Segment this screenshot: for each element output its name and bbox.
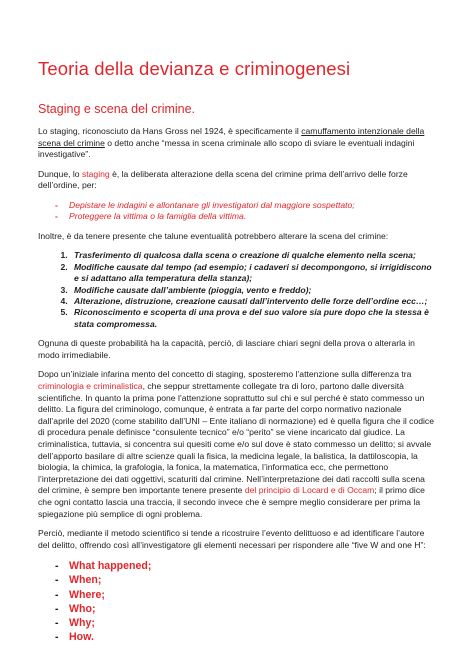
purpose-list (38, 200, 436, 223)
text-run: Dopo un’iniziale infarina mento del concetto di staging, sposteremo l’attenzione sulla differenza tra (38, 369, 412, 380)
list-item: - What happened; (55, 559, 436, 573)
paragraph-criminology (38, 369, 436, 520)
list-item: - How. (55, 630, 436, 644)
list-item: - Where; (55, 588, 436, 602)
text-run: è, la deliberata alterazione della scena del crimine prima dell’arrivo delle forze dell’ordine, per: (38, 168, 408, 191)
list-item: - Why; (55, 616, 436, 630)
paragraph-staging-purpose (38, 169, 436, 192)
list-item (55, 211, 436, 222)
list-item-text: Proteggere la vittima o la famiglia della vittima. (69, 211, 247, 222)
list-item: 3. Modifiche causate dall’ambiente (pioggia, vento e freddo); (70, 285, 436, 296)
text-run: , che seppur strettamente collegate tra di loro, partono dalle diversità scientifiche. In quanto la prima pone l’attenzione soprattutto sul chi e sul perché è stato commesso un delitto. La figura del criminologo, comunque, è entrata a far parte del corpo normativo nazionale dall’aprile del 2020 (come stabilito dall’UNI – Ente italiano di normazione) ed è quella figura che il codice di procedura penale definisce “consulente tecnico” e/o “perito” se viene incaricato dal giudice. La criminalistica, tuttavia, si concentra sui quesiti come e/o sul dove è stato commesso un delitto; si avvale dell’apporto basilare di altre scienze quali la fisica, la medicina legale, la balistica, la dattiloscopia, la biologia, la chimica, la grafologia, la fonica, la matematica, l’informatica ecc, che permettono l’interpretazione dei dati oggettivi, scaturiti dal crimine. Nell’interpretazione dei dati raccolti sulla scena del crimine, è sempre ben importante tenere presente (38, 381, 435, 496)
text-run: Dunque, lo (38, 168, 82, 179)
list-item: - When; (55, 573, 436, 587)
list-item: 5. Riconoscimento e scoperta di una prova e del suo valore sia pure dopo che la stessa è stata compromessa. (70, 307, 436, 330)
highlighted-term: criminologia e criminalistica (38, 381, 143, 391)
paragraph-alterations-intro: Inoltre, è da tenere presente che talune eventualità potrebbero alterare la scena del crimine: (38, 230, 389, 241)
list-item: 1. Trasferimento di qualcosa dalla scena o creazione di qualche elemento nella scena; (70, 250, 436, 261)
highlighted-term: staging (81, 168, 110, 179)
document-title: Teoria della devianza e criminogenesi (38, 58, 351, 79)
text-run: ; il primo dice che ogni contatto lascia una traccia, il secondo invece che è sempre meglio considerare per prima la spiegazione più semplice di ogni problema. (38, 485, 425, 519)
paragraph-probability: Ognuna di queste probabilità ha la capacità, perciò, di lasciare chiari segni della prova o alterarla in modo irrimediabile. (38, 338, 415, 360)
alterations-list (38, 250, 436, 330)
paragraph-scientific-method: Perciò, mediante il metodo scientifico si tende a ricostruire l’evento delittuoso e ad identificare l’autore del delitto, offrendo così all’investigatore gli elementi necessari per rispondere alle “five W and one H”: (38, 528, 426, 550)
text-run: o detto anche “messa in scena criminale allo scopo di sviare le eventuali indagini investigative”. (38, 137, 415, 160)
five-w-list (38, 559, 436, 644)
list-item: - Who; (55, 602, 436, 616)
list-item (55, 200, 436, 211)
paragraph-staging-definition (38, 126, 436, 161)
list-item-text: Depistare le indagini e allontanare gli investigatori dal maggiore sospettato; (69, 199, 355, 210)
list-item: 4. Alterazione, distruzione, creazione causati dall’intervento delle forze dell’ordine ecc…; (70, 296, 436, 307)
list-item: 2. Modifiche causate dal tempo (ad esempio; i cadaveri si decompongono, si irrigidiscono e si adattano alla temperatura della stanza); (70, 262, 436, 285)
text-run: Lo staging, riconosciuto da Hans Gross nel 1924, è specificamente il (38, 126, 302, 136)
underlined-term: camuffamento intenzionale della scena del crimine (38, 126, 425, 148)
highlighted-term: del principio di Locard e di Occam (244, 485, 375, 496)
section-title: Staging e scena del crimine. (38, 102, 196, 116)
